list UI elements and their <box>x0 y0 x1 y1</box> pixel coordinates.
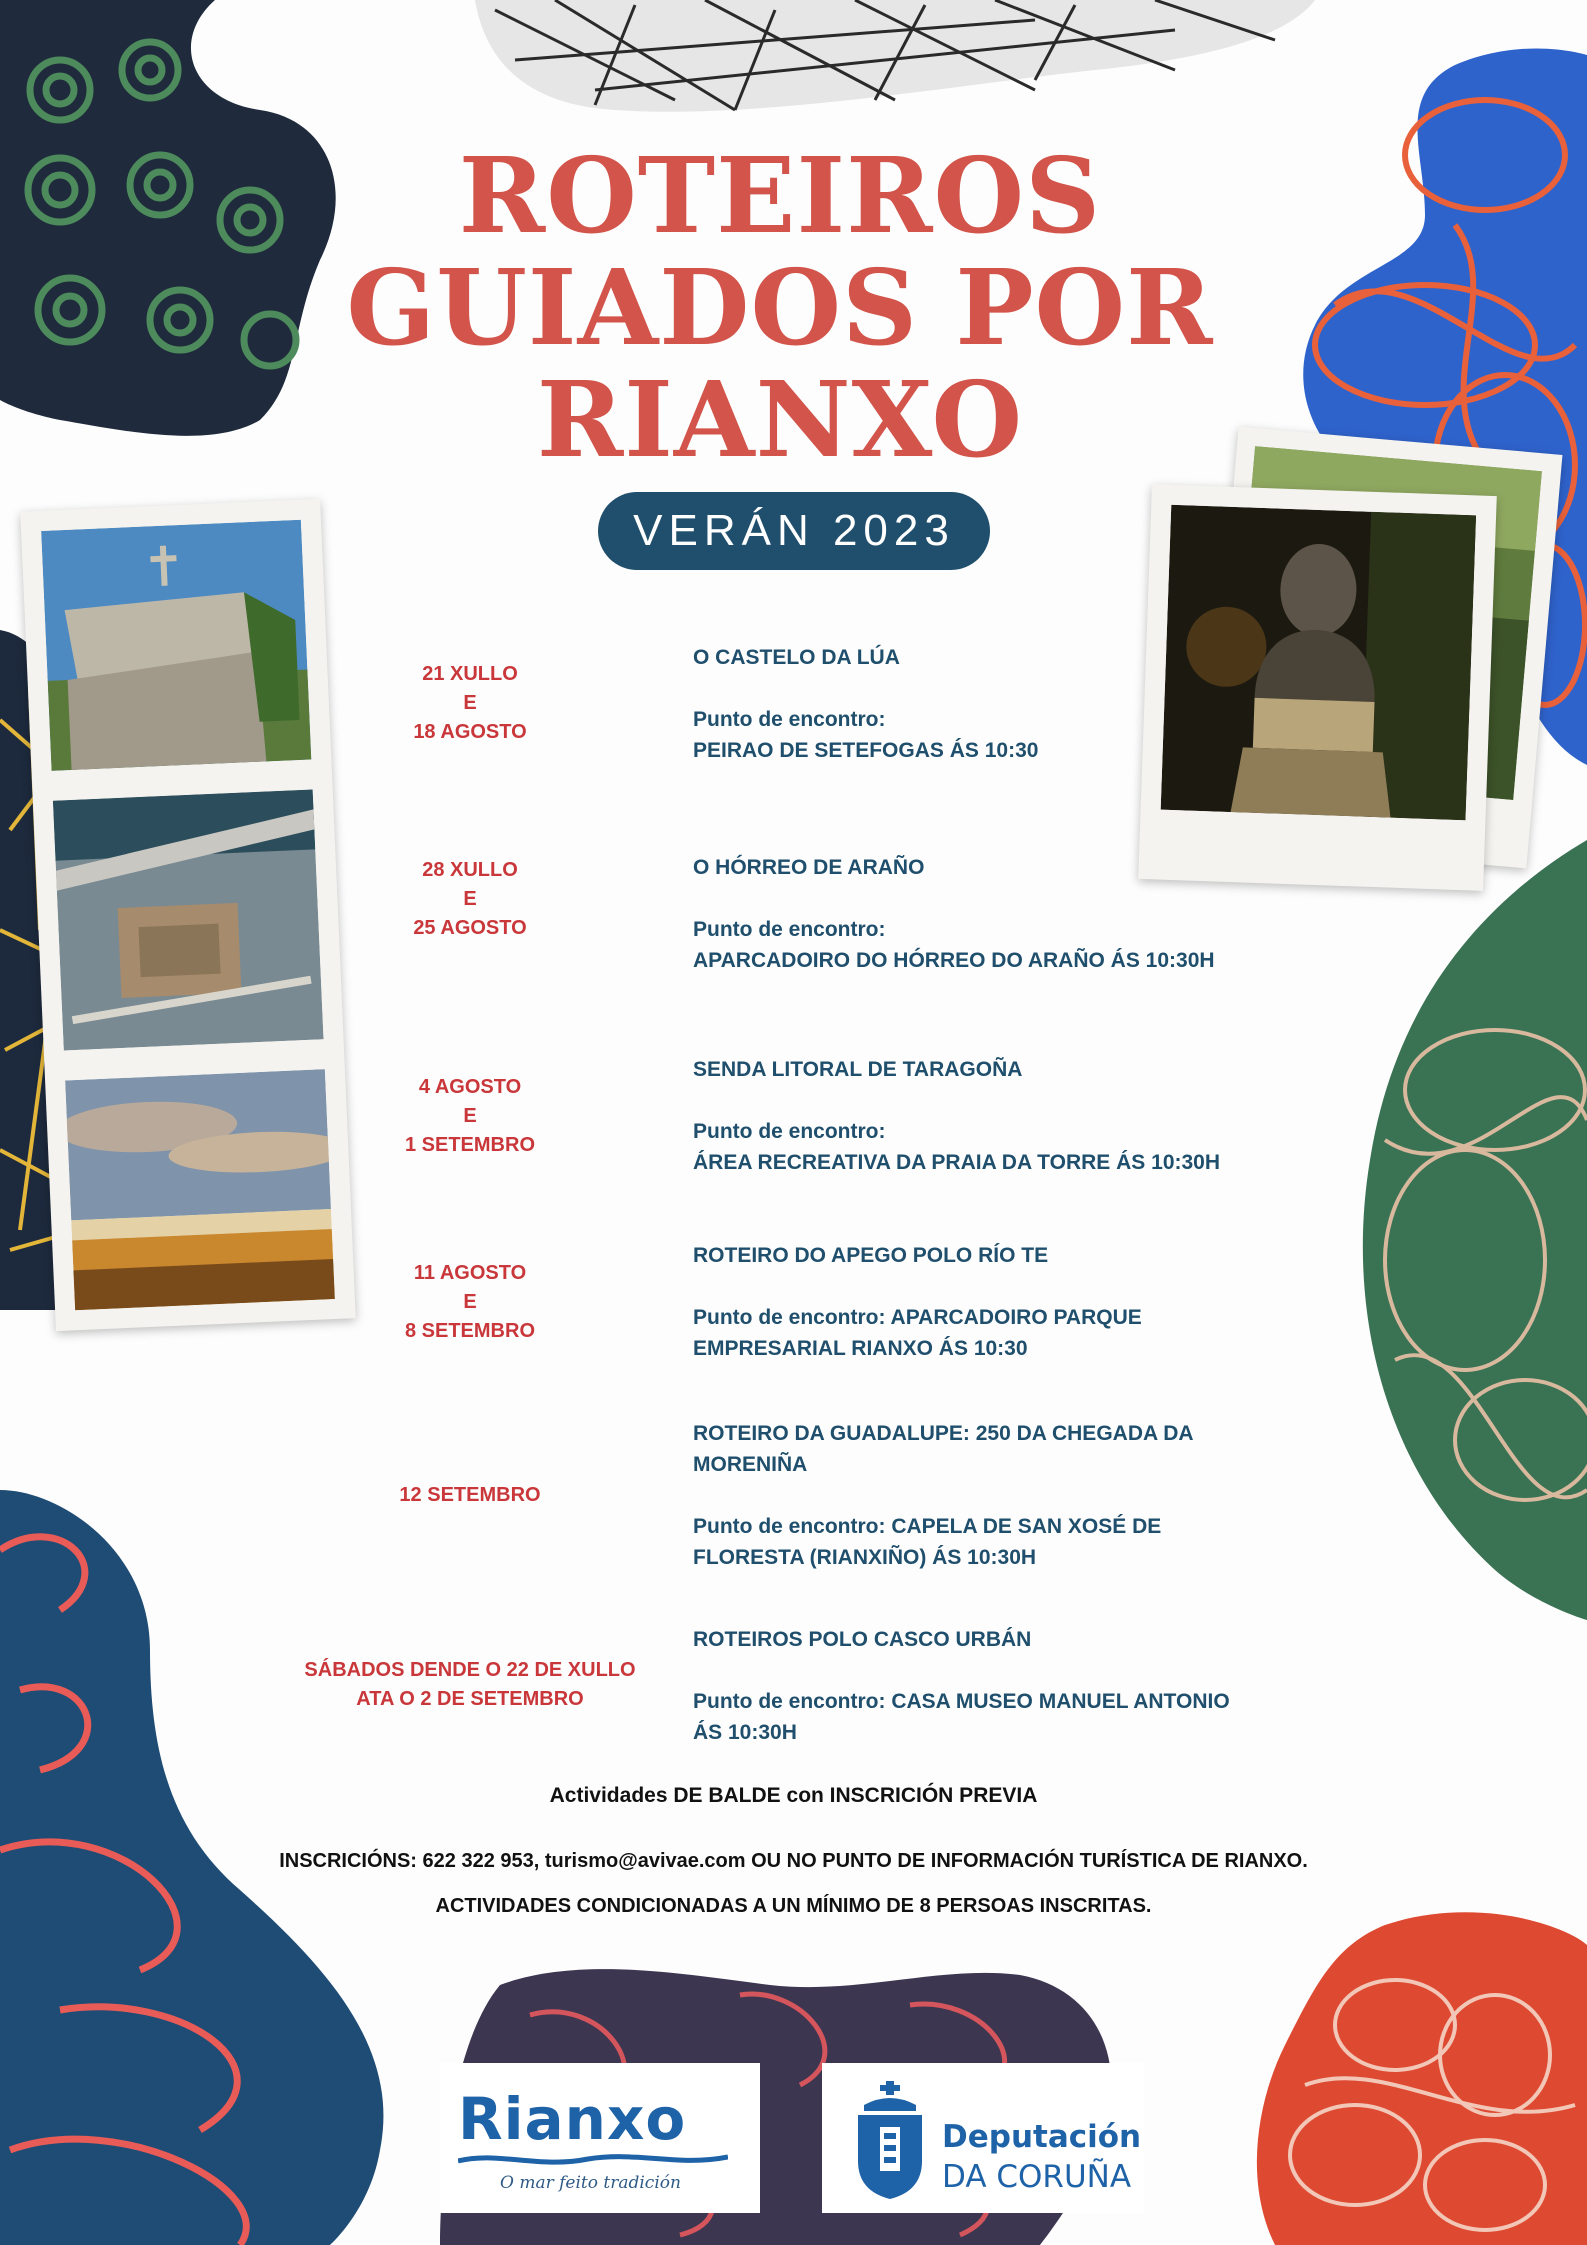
route-dates <box>270 1656 670 1714</box>
minimum-participants-note: ACTIVIDADES CONDICIONADAS A UN MÍNIMO DE 8 PERSOAS INSCRITAS. <box>435 1895 1152 1917</box>
route-dates <box>270 856 670 943</box>
rianxo-tagline: O mar feito tradición <box>500 2173 681 2193</box>
date-line: 18 AGOSTO <box>413 721 527 743</box>
meeting-point: EMPRESARIAL RIANXO ÁS 10:30 <box>693 1337 1028 1360</box>
route-name: ROTEIRO DA GUADALUPE: 250 DA CHEGADA DA <box>693 1422 1194 1445</box>
date-line: 11 AGOSTO <box>413 1262 527 1284</box>
meeting-point: ÁREA RECREATIVA DA PRAIA DA TORRE ÁS 10:30H <box>693 1151 1221 1174</box>
title-line: GUIADOS POR <box>346 246 1214 369</box>
title-line: ROTEIROS <box>458 134 1102 257</box>
meeting-point: Punto de encontro: CAPELA DE SAN XOSÉ DE <box>693 1515 1162 1538</box>
date-line: 4 AGOSTO <box>418 1076 522 1098</box>
route-details <box>693 1054 1293 1178</box>
route-details <box>693 642 1293 766</box>
date-line: 28 XULLO <box>422 859 518 881</box>
season-badge: VERÁN 2023 <box>598 492 990 570</box>
date-line: 12 SETEMBRO <box>399 1484 541 1506</box>
wave-icon <box>458 2151 728 2169</box>
route-name: SENDA LITORAL DE TARAGOÑA <box>693 1058 1023 1081</box>
decorative-blob-bottom-right <box>1245 1905 1587 2245</box>
route-details <box>693 1418 1293 1573</box>
meeting-point: Punto de encontro: <box>693 1120 886 1143</box>
meeting-point: ÁS 10:30H <box>693 1721 797 1744</box>
date-line: ATA O 2 DE SETEMBRO <box>356 1688 584 1710</box>
coat-of-arms-icon <box>850 2081 930 2199</box>
meeting-point: APARCADOIRO DO HÓRREO DO ARAÑO ÁS 10:30H <box>693 949 1215 972</box>
date-line: 1 SETEMBRO <box>404 1134 536 1156</box>
free-activities-note: Actividades DE BALDE con INSCRICIÓN PREVIA <box>549 1784 1038 1807</box>
date-line: E <box>463 692 477 714</box>
meeting-point: FLORESTA (RIANXIÑO) ÁS 10:30H <box>693 1546 1037 1569</box>
meeting-point: Punto de encontro: <box>693 708 886 731</box>
route-dates <box>270 660 670 747</box>
date-line: 8 SETEMBRO <box>404 1320 536 1342</box>
route-dates <box>270 1481 670 1510</box>
deputacion-subname: DA CORUÑA <box>942 2159 1132 2195</box>
route-dates <box>270 1259 670 1346</box>
route-name: O HÓRREO DE ARAÑO <box>693 856 925 879</box>
route-details <box>693 1624 1293 1748</box>
route-name: O CASTELO DA LÚA <box>693 646 900 669</box>
rianxo-logo <box>440 2063 760 2213</box>
meeting-point: PEIRAO DE SETEFOGAS ÁS 10:30 <box>693 739 1039 762</box>
deputacion-name: Deputación <box>942 2119 1142 2155</box>
deputacion-logo <box>822 2063 1144 2213</box>
date-line: 21 XULLO <box>422 663 518 685</box>
meeting-point: Punto de encontro: CASA MUSEO MANUEL ANTONIO <box>693 1690 1230 1713</box>
poster-title <box>300 134 1260 481</box>
date-line: E <box>463 1105 477 1127</box>
date-line: E <box>463 1291 477 1313</box>
date-line: 25 AGOSTO <box>413 917 527 939</box>
decorative-blob-right-middle <box>1355 840 1587 1620</box>
meeting-point: Punto de encontro: APARCADOIRO PARQUE <box>693 1306 1142 1329</box>
route-name: ROTEIROS POLO CASCO URBÁN <box>693 1628 1032 1651</box>
route-name: ROTEIRO DO APEGO POLO RÍO TE <box>693 1244 1049 1267</box>
date-line: E <box>463 888 477 910</box>
decorative-blob-top-center <box>475 0 1315 130</box>
route-name: MORENIÑA <box>693 1453 808 1476</box>
route-dates <box>270 1073 670 1160</box>
registration-info: INSCRICIÓNS: 622 322 953, turismo@avivae.com OU NO PUNTO DE INFORMACIÓN TURÍSTICA DE RIANXO. <box>279 1850 1308 1872</box>
date-line: SÁBADOS DENDE O 22 DE XULLO <box>304 1659 636 1681</box>
title-line: RIANXO <box>536 358 1024 481</box>
meeting-point: Punto de encontro: <box>693 918 886 941</box>
route-details <box>693 1240 1293 1364</box>
route-details <box>693 852 1293 976</box>
rianxo-logo-text: Rianxo <box>458 2085 687 2153</box>
